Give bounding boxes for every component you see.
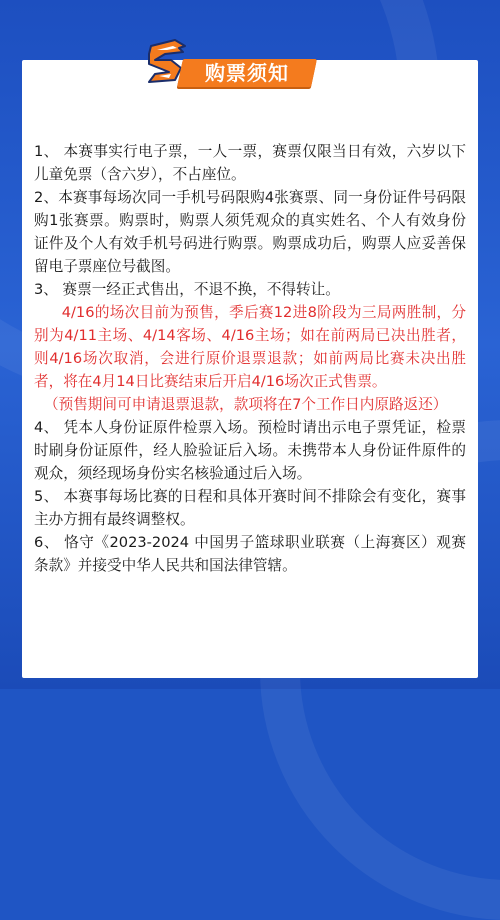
presale-notice: 4/16的场次目前为预售，季后赛12进8阶段为三局两胜制，分别为4/11主场、4/14客场、4/16主场；如在前两局已决出胜者，则4/16场次取消，会进行原价退票退款；如前两局比赛未决出胜者，将在4月14日比赛结束后开启4/16场次正式售票。	[34, 304, 466, 390]
rule-item-1: 1、 本赛事实行电子票，一人一票，赛票仅限当日有效，六岁以下儿童免票（含六岁），不占座位。	[34, 143, 466, 183]
rule-item-3: 3、 赛票一经正式售出，不退不换，不得转让。	[34, 281, 340, 298]
rule-item-5: 5、 本赛事每场比赛的日程和具体开赛时间不排除会有变化，赛事主办方拥有最终调整权。	[34, 488, 466, 528]
rule-item-2: 2、本赛事每场次同一手机号码限购4张赛票、同一身份证件号码限购1张赛票。购票时，购票人须凭观众的真实姓名、个人有效身份证件及个人有效手机号码进行购票。购票成功后，购票人应妥善保留电子票座位号截图。	[34, 189, 466, 275]
refund-note: （预售期间可申请退票退款，款项将在7个工作日内原路返还）	[44, 396, 448, 413]
rule-item-4: 4、 凭本人身份证原件检票入场。预检时请出示电子票凭证，检票时刷身份证原件，经人脸验证后入场。未携带本人身份证件原件的观众，须经现场身份实名核验通过后入场。	[34, 419, 466, 482]
rules-list	[34, 140, 466, 577]
rule-item-6: 6、 恪守《2023-2024 中国男子篮球职业联赛（上海赛区）观赛条款》并接受中华人民共和国法律管辖。	[34, 534, 466, 574]
page-title: 购票须知	[205, 61, 289, 85]
